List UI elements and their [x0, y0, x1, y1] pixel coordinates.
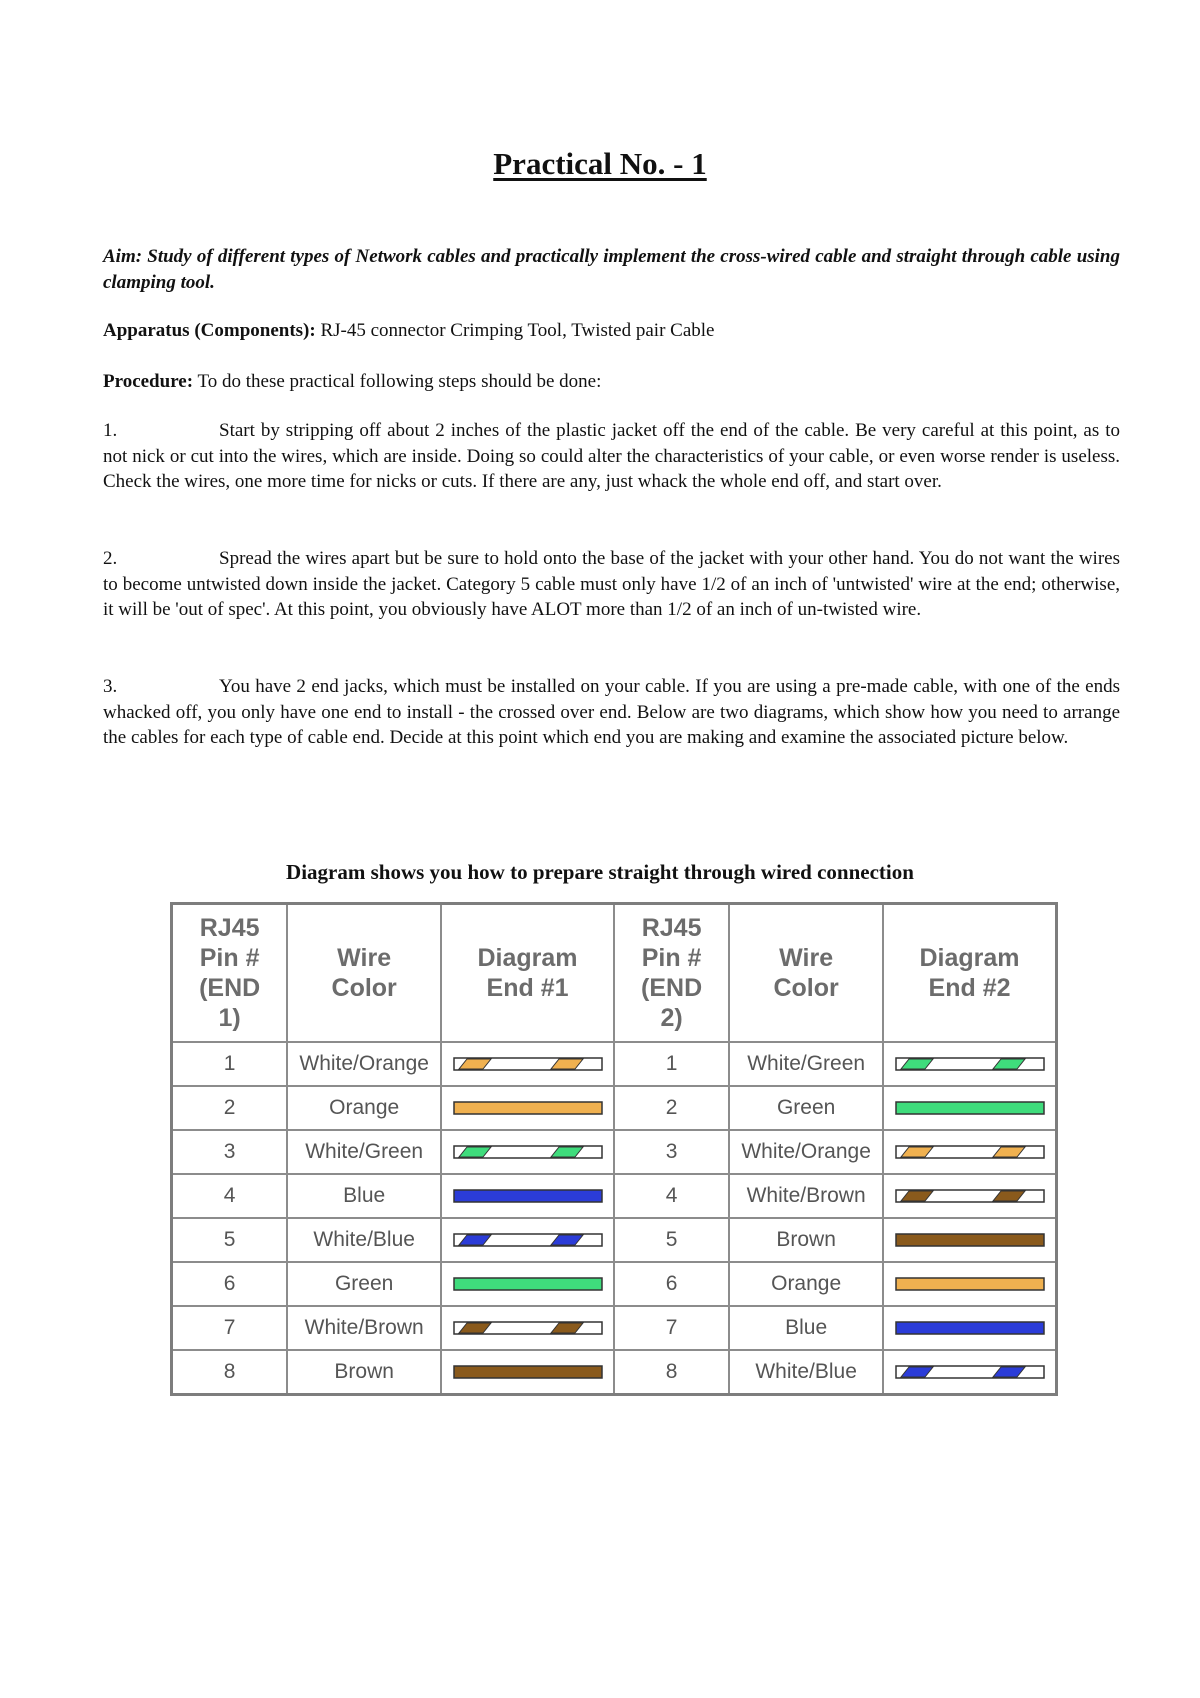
wire-color-end1-cell: White/Green	[287, 1130, 441, 1174]
page-title: Practical No. - 1	[493, 146, 707, 181]
wire-color-end2-cell: Blue	[729, 1306, 883, 1350]
pin-end2-cell: 5	[614, 1218, 729, 1262]
step-number: 2.	[103, 548, 118, 569]
procedure-text: To do these practical following steps should be done:	[197, 371, 602, 392]
solid-wire-icon	[895, 1276, 1045, 1292]
step-number: 1.	[103, 420, 118, 441]
table-row	[172, 1306, 1057, 1350]
solid-wire-icon	[895, 1320, 1045, 1336]
step-text: You have 2 end jacks, which must be installed on your cable. If you are using a pre-made cable, with one of the ends whacked off, you only have one end to install - the crossed over end. Below are two diagrams, which show how you need to arrange the cables for each type of cable end. Decide at this point which end you are making and examine the associated picture below.	[103, 676, 1120, 748]
table-row	[172, 1350, 1057, 1395]
wire-color-end1-cell: Orange	[287, 1086, 441, 1130]
header-wire-color-1: Wire Color	[287, 904, 441, 1043]
diagram-end2-cell	[883, 1174, 1056, 1218]
solid-wire-icon	[453, 1100, 603, 1116]
diagram-end2-cell	[883, 1130, 1056, 1174]
striped-wire-icon	[895, 1056, 1045, 1072]
wire-color-end1-cell: Blue	[287, 1174, 441, 1218]
header-pin-end2: RJ45 Pin # (END 2)	[614, 904, 729, 1043]
diagram-caption: Diagram shows you how to prepare straight through wired connection	[286, 860, 914, 884]
procedure-step	[103, 546, 1120, 623]
wiring-table	[170, 902, 1058, 1396]
wire-color-end2-cell: Brown	[729, 1218, 883, 1262]
procedure-step	[103, 674, 1120, 751]
header-diagram-end2: Diagram End #2	[883, 904, 1056, 1043]
header-wire-color-2: Wire Color	[729, 904, 883, 1043]
solid-wire-icon	[453, 1276, 603, 1292]
pin-end1-cell: 1	[172, 1042, 288, 1086]
wire-color-end2-cell: White/Green	[729, 1042, 883, 1086]
solid-wire-icon	[895, 1232, 1045, 1248]
pin-end2-cell: 1	[614, 1042, 729, 1086]
diagram-end1-cell	[441, 1350, 614, 1395]
striped-wire-icon	[453, 1320, 603, 1336]
wire-color-end2-cell: White/Orange	[729, 1130, 883, 1174]
striped-wire-icon	[895, 1144, 1045, 1160]
diagram-end2-cell	[883, 1218, 1056, 1262]
diagram-end1-cell	[441, 1174, 614, 1218]
apparatus-paragraph	[103, 318, 1120, 344]
wire-color-end1-cell: White/Brown	[287, 1306, 441, 1350]
wire-color-end1-cell: White/Orange	[287, 1042, 441, 1086]
diagram-end2-cell	[883, 1262, 1056, 1306]
table-row	[172, 1130, 1057, 1174]
wire-color-end2-cell: White/Blue	[729, 1350, 883, 1395]
pin-end1-cell: 8	[172, 1350, 288, 1395]
pin-end1-cell: 6	[172, 1262, 288, 1306]
wire-color-end1-cell: White/Blue	[287, 1218, 441, 1262]
apparatus-label: Apparatus (Components):	[103, 320, 316, 341]
wire-color-end1-cell: Green	[287, 1262, 441, 1306]
header-diagram-end1: Diagram End #1	[441, 904, 614, 1043]
striped-wire-icon	[453, 1144, 603, 1160]
pin-end2-cell: 2	[614, 1086, 729, 1130]
pin-end1-cell: 5	[172, 1218, 288, 1262]
wire-color-end2-cell: White/Brown	[729, 1174, 883, 1218]
striped-wire-icon	[453, 1232, 603, 1248]
striped-wire-icon	[453, 1056, 603, 1072]
pin-end1-cell: 3	[172, 1130, 288, 1174]
table-row	[172, 1042, 1057, 1086]
apparatus-text: RJ-45 connector Crimping Tool, Twisted pair Cable	[320, 320, 715, 341]
diagram-end1-cell	[441, 1130, 614, 1174]
table-row	[172, 1218, 1057, 1262]
procedure-step	[103, 418, 1120, 495]
procedure-paragraph	[103, 369, 1120, 395]
diagram-end1-cell	[441, 1218, 614, 1262]
step-number: 3.	[103, 676, 118, 697]
pin-end2-cell: 4	[614, 1174, 729, 1218]
pin-end2-cell: 3	[614, 1130, 729, 1174]
striped-wire-icon	[895, 1188, 1045, 1204]
diagram-end1-cell	[441, 1306, 614, 1350]
diagram-end2-cell	[883, 1350, 1056, 1395]
diagram-end2-cell	[883, 1086, 1056, 1130]
solid-wire-icon	[895, 1100, 1045, 1116]
table-row	[172, 1262, 1057, 1306]
pin-end1-cell: 4	[172, 1174, 288, 1218]
diagram-end2-cell	[883, 1306, 1056, 1350]
table-header-row	[172, 904, 1057, 1043]
aim-paragraph: Aim: Study of different types of Network cables and practically implement the cross-wired cable and straight through cable using clamping tool.	[103, 246, 1120, 293]
table-body	[172, 1042, 1057, 1395]
pin-end2-cell: 7	[614, 1306, 729, 1350]
diagram-end1-cell	[441, 1262, 614, 1306]
header-pin-end1: RJ45 Pin # (END 1)	[172, 904, 288, 1043]
diagram-end1-cell	[441, 1086, 614, 1130]
table-row	[172, 1086, 1057, 1130]
step-text: Spread the wires apart but be sure to hold onto the base of the jacket with your other hand. You do not want the wires to become untwisted down inside the jacket. Category 5 cable must only have 1/2 of an inch of 'untwisted' wire at the end; otherwise, it will be 'out of spec'. At this point, you obviously have ALOT more than 1/2 of an inch of un-twisted wire.	[103, 548, 1120, 620]
solid-wire-icon	[453, 1364, 603, 1380]
pin-end2-cell: 8	[614, 1350, 729, 1395]
diagram-end1-cell	[441, 1042, 614, 1086]
striped-wire-icon	[895, 1364, 1045, 1380]
wire-color-end1-cell: Brown	[287, 1350, 441, 1395]
wire-color-end2-cell: Green	[729, 1086, 883, 1130]
pin-end1-cell: 7	[172, 1306, 288, 1350]
solid-wire-icon	[453, 1188, 603, 1204]
diagram-end2-cell	[883, 1042, 1056, 1086]
step-text: Start by stripping off about 2 inches of the plastic jacket off the end of the cable. Be very careful at this point, as to not nick or cut into the wires, which are inside. Doing so could alter the characteristics of your cable, or even worse render is useless. Check the wires, one more time for nicks or cuts. If there are any, just whack the whole end off, and start over.	[103, 420, 1120, 492]
table-row	[172, 1174, 1057, 1218]
wire-color-end2-cell: Orange	[729, 1262, 883, 1306]
pin-end1-cell: 2	[172, 1086, 288, 1130]
procedure-label: Procedure:	[103, 371, 194, 392]
pin-end2-cell: 6	[614, 1262, 729, 1306]
